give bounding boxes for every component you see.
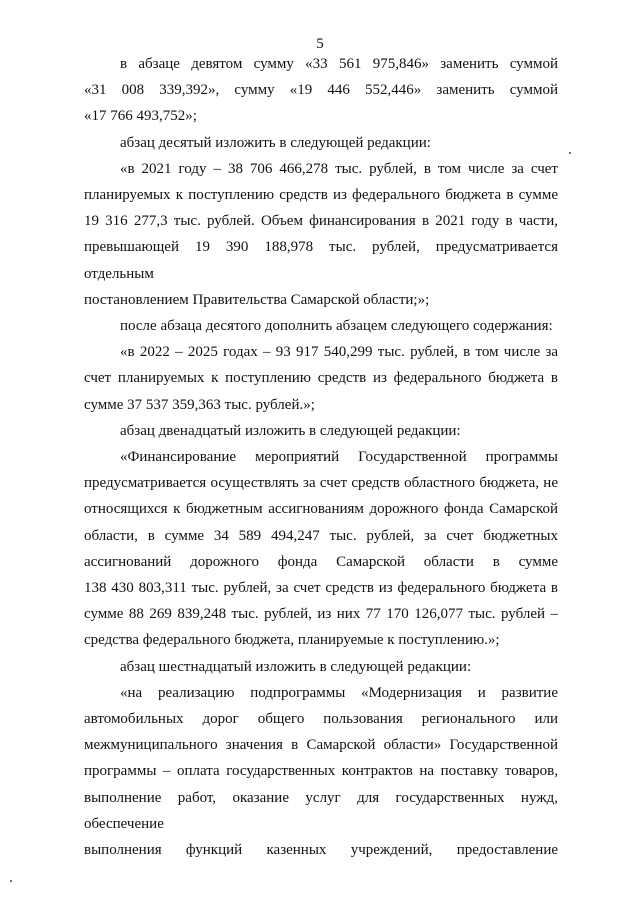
text-line: планируемых к поступлению средств из федерального бюджета в сумме: [84, 187, 558, 204]
scan-speck: [10, 880, 12, 882]
text-line: относящихся к бюджетным ассигнованиям дорожного фонда Самарской: [84, 501, 558, 518]
text-line: превышающей 19 390 188,978 тыс. рублей, предусматривается отдельным: [84, 239, 558, 282]
text-line: сумме 88 269 839,248 тыс. рублей, из них 77 170 126,077 тыс. рублей –: [84, 606, 558, 623]
text-line: выполнение работ, оказание услуг для государственных нужд, обеспечение: [84, 789, 558, 832]
text-line: «на реализацию подпрограммы «Модернизация и развитие: [120, 684, 558, 701]
text-line: счет планируемых к поступлению средств из федерального бюджета в: [84, 370, 558, 387]
text-line: ассигнований дорожного фонда Самарской области в сумме: [84, 553, 558, 570]
text-line: области, в сумме 34 589 494,247 тыс. рублей, за счет бюджетных: [84, 527, 558, 544]
text-line: «Финансирование мероприятий Государственной программы: [120, 449, 558, 466]
text-line: выполнения функций казенных учреждений, предоставление: [84, 842, 558, 859]
text-line: предусматривается осуществлять за счет средств областного бюджета, не: [84, 475, 558, 492]
text-line: 138 430 803,311 тыс. рублей, за счет средств из федерального бюджета в: [84, 580, 558, 597]
document-body: [84, 51, 558, 863]
text-line: абзац двенадцатый изложить в следующей редакции:: [120, 422, 461, 439]
text-line: «в 2021 году – 38 706 466,278 тыс. рублей, в том числе за счет: [120, 160, 558, 177]
text-line: абзац шестнадцатый изложить в следующей редакции:: [120, 658, 472, 675]
text-line: сумме 37 537 359,363 тыс. рублей.»;: [84, 396, 315, 413]
text-line: 19 316 277,3 тыс. рублей. Объем финансирования в 2021 году в части,: [84, 213, 558, 230]
text-line: постановлением Правительства Самарской области;»;: [84, 291, 430, 308]
text-line: в абзаце девятом сумму «33 561 975,846» заменить суммой: [120, 56, 558, 72]
text-line: «17 766 493,752»;: [84, 108, 197, 125]
text-line: «в 2022 – 2025 годах – 93 917 540,299 тыс. рублей, в том числе за: [120, 344, 558, 361]
page-number: 5: [316, 36, 324, 52]
text-line: автомобильных дорог общего пользования регионального или: [84, 711, 558, 728]
text-line: межмуниципального значения в Самарской области» Государственной: [84, 737, 558, 754]
text-line: программы – оплата государственных контрактов на поставку товаров,: [84, 763, 558, 780]
text-line: после абзаца десятого дополнить абзацем следующего содержания:: [120, 318, 553, 335]
text-line: средства федерального бюджета, планируемые к поступлению.»;: [84, 632, 500, 649]
text-line: абзац десятый изложить в следующей редакции:: [120, 134, 431, 151]
scan-speck: [569, 152, 571, 154]
text-line: «31 008 339,392», сумму «19 446 552,446» заменить суммой: [84, 82, 558, 99]
